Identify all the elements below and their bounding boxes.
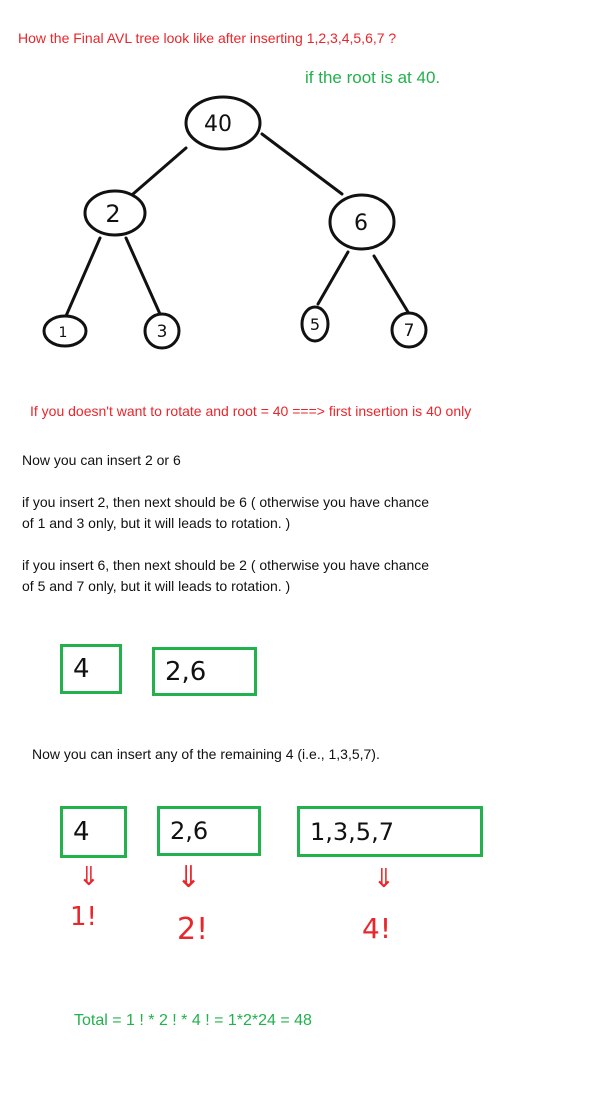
- node-label-40: 40: [204, 112, 232, 137]
- box-level2-1-3-5-7: 1,3,5,7: [297, 806, 483, 857]
- avl-tree-diagram: [0, 0, 600, 380]
- para2-line2: of 5 and 7 only, but it will leads to rotation. ): [22, 578, 291, 594]
- node-label-7: 7: [403, 321, 415, 341]
- total-formula: Total = 1 ! * 2 ! * 4 ! = 1*2*24 = 48: [74, 1012, 312, 1029]
- edge-6-7: [374, 256, 408, 312]
- node-label-3: 3: [156, 322, 168, 342]
- root-note: if the root is at 40.: [305, 68, 441, 87]
- factorial-level2: 4!: [362, 912, 392, 945]
- edge-2-3: [126, 238, 160, 314]
- edge-2-1: [66, 238, 100, 316]
- arrow-down-icon: ⇓: [176, 860, 202, 895]
- edge-40-2: [133, 148, 186, 194]
- box-level0-4: 4: [60, 806, 127, 858]
- arrow-down-icon: ⇓: [373, 864, 395, 894]
- edge-6-5: [318, 252, 348, 304]
- arrow-down-icon: ⇓: [78, 862, 100, 892]
- factorial-level1: 2!: [177, 912, 209, 947]
- box-root-4: 4: [60, 644, 122, 694]
- question-text: How the Final AVL tree look like after inserting 1,2,3,4,5,6,7 ?: [18, 30, 397, 46]
- para1-line1: if you insert 2, then next should be 6 ( otherwise you have chance: [22, 494, 430, 510]
- para2-line1: if you insert 6, then next should be 2 ( otherwise you have chance: [22, 557, 430, 573]
- edge-40-6: [262, 134, 342, 194]
- insert-note: Now you can insert 2 or 6: [22, 452, 181, 468]
- node-label-2: 2: [105, 200, 121, 228]
- box-2-6: 2,6: [152, 647, 257, 696]
- rotate-note: If you doesn't want to rotate and root = 40 ===> first insertion is 40 only: [30, 403, 472, 419]
- node-label-5: 5: [309, 315, 321, 334]
- node-label-6: 6: [354, 211, 368, 236]
- node-label-1: 1: [58, 325, 68, 341]
- box-level1-2-6: 2,6: [157, 806, 261, 856]
- remaining-note: Now you can insert any of the remaining 4 (i.e., 1,3,5,7).: [32, 746, 380, 762]
- factorial-level0: 1!: [70, 902, 97, 932]
- para1-line2: of 1 and 3 only, but it will leads to rotation. ): [22, 515, 291, 531]
